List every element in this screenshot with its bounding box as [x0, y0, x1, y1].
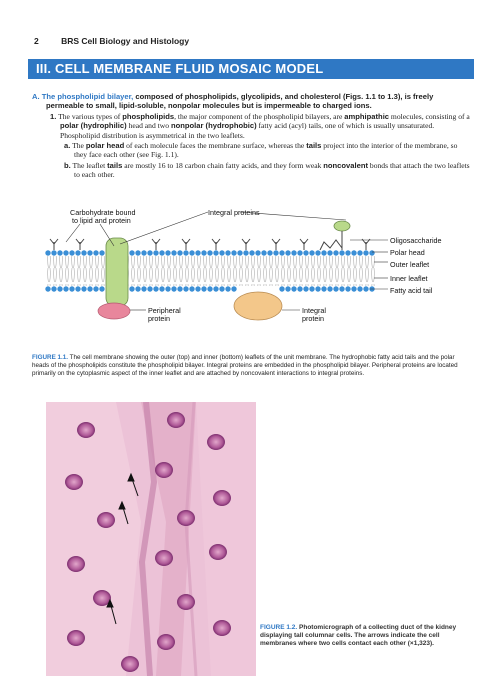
phospholipid-head	[333, 286, 338, 291]
text-run: The leaflet	[72, 160, 108, 170]
section-title: III. CELL MEMBRANE FLUID MOSAIC MODEL	[28, 59, 474, 79]
caption-label: FIGURE 1.2.	[260, 624, 298, 631]
phospholipid-head	[63, 286, 68, 291]
label-outer-leaflet: Outer leaflet	[390, 260, 430, 269]
phospholipid-head	[339, 286, 344, 291]
label-peripheral: Peripheral	[148, 306, 181, 315]
glycoprotein	[334, 221, 350, 231]
phospholipid-head	[279, 286, 284, 291]
phospholipid-head	[207, 250, 212, 255]
label-oligosaccharide: Oligosaccharide	[390, 236, 442, 245]
caption-label: FIGURE 1.1.	[32, 354, 69, 361]
oligosaccharide	[212, 239, 220, 250]
nucleus	[213, 620, 231, 636]
phospholipid-head	[159, 250, 164, 255]
inner-leaflet-heads	[45, 286, 374, 291]
phospholipid-head	[321, 250, 326, 255]
phospholipid-head	[159, 286, 164, 291]
label-carbohydrate: Carbohydrate bound	[70, 208, 136, 217]
phospholipid-head	[321, 286, 326, 291]
text-run: are mostly 16 to 18 carbon chain fatty acids, and they form weak	[122, 160, 324, 170]
phospholipid-head	[339, 250, 344, 255]
phospholipid-head	[99, 286, 104, 291]
nucleus	[177, 594, 195, 610]
phospholipid-head	[345, 286, 350, 291]
paragraph-1	[32, 112, 472, 140]
figure-1-caption	[32, 354, 472, 378]
phospholipid-head	[69, 250, 74, 255]
label-peripheral-2: protein	[148, 314, 170, 323]
nucleus	[177, 510, 195, 526]
text-run: project into the interior of the membrane, so they face each other (see Fig. 1.1).	[74, 141, 458, 160]
body-text	[32, 92, 472, 180]
label-inner-leaflet: Inner leaflet	[390, 274, 428, 283]
oligosaccharide	[242, 239, 250, 250]
paragraph-a	[32, 92, 472, 111]
phospholipid-head	[279, 250, 284, 255]
phospholipid-head	[333, 250, 338, 255]
nucleus	[157, 634, 175, 650]
phospholipid-head	[45, 250, 50, 255]
phospholipid-head	[363, 286, 368, 291]
nucleus	[155, 550, 173, 566]
phospholipid-head	[93, 286, 98, 291]
text-run: molecules, consisting of a	[389, 111, 470, 121]
text-run: head and two	[126, 121, 171, 131]
phospholipid-head	[93, 250, 98, 255]
phospholipid-head	[195, 250, 200, 255]
phospholipid-head	[231, 286, 236, 291]
nucleus	[67, 556, 85, 572]
phospholipid-head	[315, 286, 320, 291]
phospholipid-head	[51, 286, 56, 291]
phospholipid-head	[369, 250, 374, 255]
phospholipid-head	[153, 286, 158, 291]
phospholipid-head	[171, 250, 176, 255]
phospholipid-head	[153, 250, 158, 255]
phospholipid-head	[75, 286, 80, 291]
label-fatty-acid-tail: Fatty acid tail	[390, 286, 433, 295]
phospholipid-head	[69, 286, 74, 291]
phospholipid-head	[135, 250, 140, 255]
term: phospholipids	[122, 111, 175, 121]
nucleus	[155, 462, 173, 478]
phospholipid-head	[177, 250, 182, 255]
nucleus	[213, 490, 231, 506]
label-integral: Integral	[302, 306, 326, 315]
phospholipid-head	[327, 286, 332, 291]
phospholipid-head	[273, 250, 278, 255]
paragraph-text: composed of phospholipids, glycolipids, and cholesterol (Figs. 1.1 to 1.3), is freely permeable to small, lipid-soluble, nonpolar molecules but is impermeable to charged ions.	[46, 92, 434, 111]
peripheral-protein	[98, 303, 130, 319]
phospholipid-head	[231, 250, 236, 255]
phospholipid-head	[201, 250, 206, 255]
phospholipid-head	[357, 286, 362, 291]
integral-protein-left	[106, 238, 128, 306]
phospholipid-head	[243, 250, 248, 255]
phospholipid-head	[129, 286, 134, 291]
oligosaccharide	[362, 239, 370, 250]
page-number: 2	[34, 36, 39, 46]
phospholipid-head	[327, 250, 332, 255]
oligosaccharide	[320, 240, 342, 250]
phospholipid-head	[363, 250, 368, 255]
phospholipid-head	[129, 250, 134, 255]
label-polar-head: Polar head	[390, 248, 425, 257]
term: amphipathic	[344, 111, 390, 121]
paragraph-label: A.	[32, 92, 40, 101]
oligosaccharide	[300, 239, 308, 250]
phospholipid-head	[147, 250, 152, 255]
phospholipid-head	[57, 286, 62, 291]
oligosaccharide	[152, 239, 160, 250]
phospholipid-head	[357, 250, 362, 255]
phospholipid-bilayer	[45, 250, 376, 291]
paragraph-1a	[32, 141, 472, 160]
nucleus	[77, 422, 95, 438]
oligosaccharide	[272, 239, 280, 250]
paragraph-label: a.	[64, 141, 71, 151]
phospholipid-head	[147, 286, 152, 291]
phospholipid-head	[291, 286, 296, 291]
nucleus	[97, 512, 115, 528]
phospholipid-head	[237, 250, 242, 255]
phospholipid-head	[135, 286, 140, 291]
integral-protein-right	[234, 292, 282, 320]
phospholipid-head	[249, 250, 254, 255]
outer-leaflet-heads	[45, 250, 374, 255]
phospholipid-head	[213, 286, 218, 291]
phospholipid-head	[87, 250, 92, 255]
phospholipid-head	[165, 286, 170, 291]
phospholipid-head	[195, 286, 200, 291]
phospholipid-head	[351, 250, 356, 255]
membrane-diagram	[40, 208, 470, 336]
phospholipid-head	[75, 250, 80, 255]
phospholipid-head	[183, 286, 188, 291]
phospholipid-head	[225, 250, 230, 255]
phospholipid-head	[285, 286, 290, 291]
phospholipid-head	[303, 250, 308, 255]
micrograph-image	[46, 402, 256, 676]
nucleus	[167, 412, 185, 428]
phospholipid-head	[201, 286, 206, 291]
phospholipid-head	[177, 286, 182, 291]
text-run: fatty acid (acyl) tails, one of which is usually unsaturated. Phospholipid distribution is asymmetrical in the two leaflets.	[60, 121, 435, 140]
phospholipid-head	[219, 286, 224, 291]
figure-2-caption	[260, 624, 474, 648]
phospholipid-head	[141, 250, 146, 255]
phospholipid-head	[297, 250, 302, 255]
phospholipid-head	[219, 250, 224, 255]
term: tails	[107, 160, 123, 170]
label-integral-proteins: Integral proteins	[208, 208, 260, 217]
nucleus	[121, 656, 139, 672]
paragraph-1b	[32, 161, 472, 180]
nucleus	[67, 630, 85, 646]
term-phospholipid-bilayer: The phospholipid bilayer,	[41, 92, 134, 101]
nucleus	[65, 474, 83, 490]
phospholipid-head	[345, 250, 350, 255]
oligosaccharide	[50, 239, 58, 250]
paragraph-label: b.	[64, 160, 71, 170]
phospholipid-head	[165, 250, 170, 255]
text-run: The various types of	[58, 111, 123, 121]
phospholipid-head	[309, 286, 314, 291]
phospholipid-head	[351, 286, 356, 291]
text-run: of each molecule faces the membrane surface, whereas the	[124, 141, 307, 151]
phospholipid-head	[141, 286, 146, 291]
nucleus	[207, 434, 225, 450]
phospholipid-head	[99, 250, 104, 255]
caption-text: The cell membrane showing the outer (top) and inner (bottom) leaflets of the unit membrane. The hydrophobic fatty acid tails and the polar heads of the phospholipids constitute the phospholipid bilayer. Integral proteins are embedded in the phospholipid bilayer. Peripheral proteins are located primarily on the cytoplasmic aspect of the inner leaflet and are attached by noncovalent interactions to integral proteins.	[32, 354, 458, 377]
term: tails	[306, 141, 322, 151]
phospholipid-head	[303, 286, 308, 291]
oligosaccharide	[76, 239, 84, 250]
phospholipid-head	[207, 286, 212, 291]
phospholipid-head	[57, 250, 62, 255]
term: nonpolar (hydrophobic)	[170, 121, 257, 131]
text-run: , the major component of the phospholipid bilayers, are	[174, 111, 345, 121]
phospholipid-head	[255, 250, 260, 255]
label-carbohydrate-2: to lipid and protein	[72, 216, 131, 225]
phospholipid-head	[81, 286, 86, 291]
phospholipid-head	[81, 250, 86, 255]
term: noncovalent	[323, 160, 368, 170]
phospholipid-head	[51, 250, 56, 255]
paragraph-label: 1.	[50, 111, 57, 121]
phospholipid-head	[189, 250, 194, 255]
oligosaccharide	[182, 239, 190, 250]
phospholipid-head	[297, 286, 302, 291]
running-head	[34, 36, 189, 46]
phospholipid-head	[291, 250, 296, 255]
phospholipid-head	[315, 250, 320, 255]
caption-text: Photomicrograph of a collecting duct of the kidney displaying tall columnar cells. The arrows indicate the cell membranes where two cells contact each other (×1,323).	[260, 624, 457, 647]
phospholipid-head	[171, 286, 176, 291]
phospholipid-head	[225, 286, 230, 291]
term: polar (hydrophilic)	[60, 121, 127, 131]
phospholipid-head	[87, 286, 92, 291]
nucleus	[209, 544, 227, 560]
book-title: BRS Cell Biology and Histology	[61, 36, 190, 46]
phospholipid-head	[213, 250, 218, 255]
label-integral-2: protein	[302, 314, 324, 323]
text-run: The	[72, 141, 86, 151]
phospholipid-head	[261, 250, 266, 255]
phospholipid-head	[183, 250, 188, 255]
phospholipid-head	[189, 286, 194, 291]
phospholipid-head	[45, 286, 50, 291]
phospholipid-head	[267, 250, 272, 255]
phospholipid-head	[285, 250, 290, 255]
term: polar head	[85, 141, 125, 151]
phospholipid-head	[309, 250, 314, 255]
phospholipid-head	[63, 250, 68, 255]
text-run: bonds that attach the two leaflets to each other.	[74, 160, 470, 180]
oligosaccharide-chains	[50, 239, 370, 250]
